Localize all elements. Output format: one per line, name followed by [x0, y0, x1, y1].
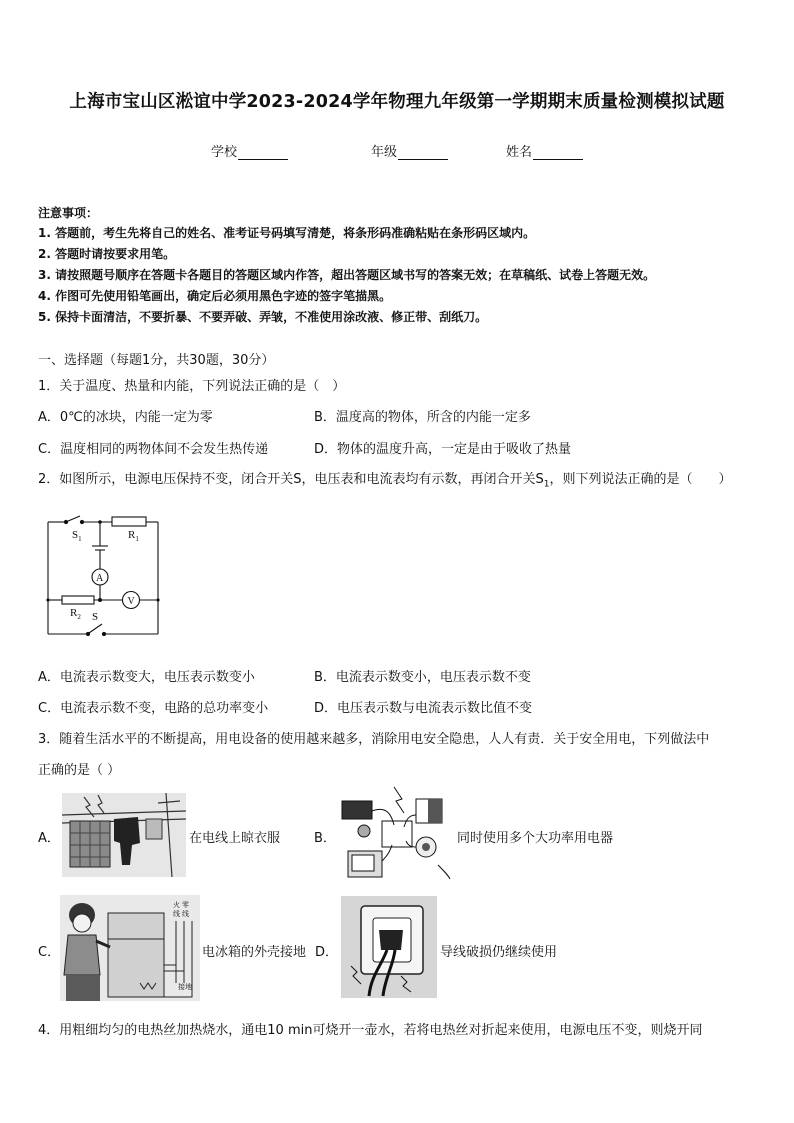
name-blank[interactable] [533, 145, 583, 160]
multiple-appliances-illustration [338, 785, 454, 881]
school-field[interactable] [211, 141, 288, 160]
q2-circuit-diagram [40, 512, 170, 640]
q2-stem: 2．如图所示，电源电压保持不变，闭合开关S，电压表和电流表均有示数，再闭合开关$S_1$，则下列说法正确的是（ ） [38, 472, 732, 490]
q3-stem-line2: 正确的是（ ） [38, 763, 121, 778]
q1-stem: 1．关于温度、热量和内能，下列说法正确的是（ ） [38, 379, 346, 394]
q3-option-b-text: 同时使用多个大功率用电器 [457, 831, 614, 846]
name-field[interactable] [506, 141, 583, 160]
grounded-fridge-illustration [60, 895, 200, 1001]
q2-option-a: A．电流表示数变大，电压表示数变小 [38, 670, 255, 685]
section-heading: 一、选择题（每题1分，共30题，30分） [38, 353, 275, 368]
q3-option-c-letter: C． [38, 945, 61, 960]
label-ground: 接地 [178, 983, 192, 991]
q1-option-c: C．温度相同的两物体间不会发生热传递 [38, 442, 269, 457]
note-item: 1. 答题前，考生先将自己的姓名、准考证号码填写清楚，将条形码准确粘贴在条形码区域内。 [38, 226, 536, 240]
note-item: 2. 答题时请按要求用笔。 [38, 247, 176, 261]
q2-option-d: D．电压表示数与电流表示数比值不变 [314, 701, 533, 716]
ammeter-label: A [96, 573, 104, 584]
grade-label: 年级 [371, 145, 398, 160]
q3-option-a-text: 在电线上晾衣服 [189, 831, 281, 846]
q2-option-b: B．电流表示数变小，电压表示数不变 [314, 670, 531, 685]
grade-field[interactable] [371, 141, 448, 160]
q4-stem: 4．用粗细均匀的电热丝加热烧水，通电10 min可烧开一壶水，若将电热丝对折起来使用，电源电压不变，则烧开同 [38, 1023, 703, 1038]
q3-stem-line1: 3．随着生活水平的不断提高，用电设备的使用越来越多，消除用电安全隐患，人人有责．关于安全用电，下列做法中 [38, 732, 710, 747]
q3-option-c-text: 电冰箱的外壳接地 [202, 945, 307, 960]
school-blank[interactable] [238, 145, 288, 160]
q1-option-d: D．物体的温度升高，一定是由于吸收了热量 [314, 442, 572, 457]
q3-option-a-letter: A． [38, 831, 60, 846]
label-r2: $R_2$ [70, 607, 81, 621]
name-label: 姓名 [506, 145, 533, 160]
label-fire: 火 [173, 901, 180, 909]
voltmeter-label: V [127, 596, 135, 607]
school-label: 学校 [211, 145, 238, 160]
label-wire-2: 线 [182, 910, 189, 918]
q3-option-d-letter: D． [315, 945, 339, 960]
label-wire-1: 线 [173, 910, 180, 918]
label-zero: 零 [182, 901, 189, 909]
note-item: 4. 作图可先使用铅笔画出，确定后必须用黑色字迹的签字笔描黑。 [38, 289, 392, 303]
q3-option-b-letter: B． [314, 831, 336, 846]
q1-option-b: B．温度高的物体，所含的内能一定多 [314, 410, 531, 425]
q3-option-d-text: 导线破损仍继续使用 [440, 945, 558, 960]
q1-option-a: A．0℃的冰块，内能一定为零 [38, 410, 213, 425]
grade-blank[interactable] [398, 145, 448, 160]
page-title: 上海市宝山区淞谊中学2023-2024学年物理九年级第一学期期末质量检测模拟试题 [69, 92, 725, 112]
label-s1: $S_1$ [72, 529, 82, 543]
clothes-on-power-line-illustration [62, 793, 186, 877]
q2-option-c: C．电流表示数不变，电路的总功率变小 [38, 701, 269, 716]
label-s: S [92, 611, 99, 623]
note-item: 5. 保持卡面清洁，不要折暴、不要弄破、弄皱，不准使用涂改液、修正带、刮纸刀。 [38, 310, 488, 324]
damaged-wire-illustration [341, 896, 437, 998]
notes-heading: 注意事项： [38, 206, 99, 220]
note-item: 3. 请按照题号顺序在答题卡各题目的答题区域内作答，超出答题区域书写的答案无效；在草稿纸、试卷上答题无效。 [38, 268, 656, 282]
label-r1: $R_1$ [128, 529, 139, 543]
